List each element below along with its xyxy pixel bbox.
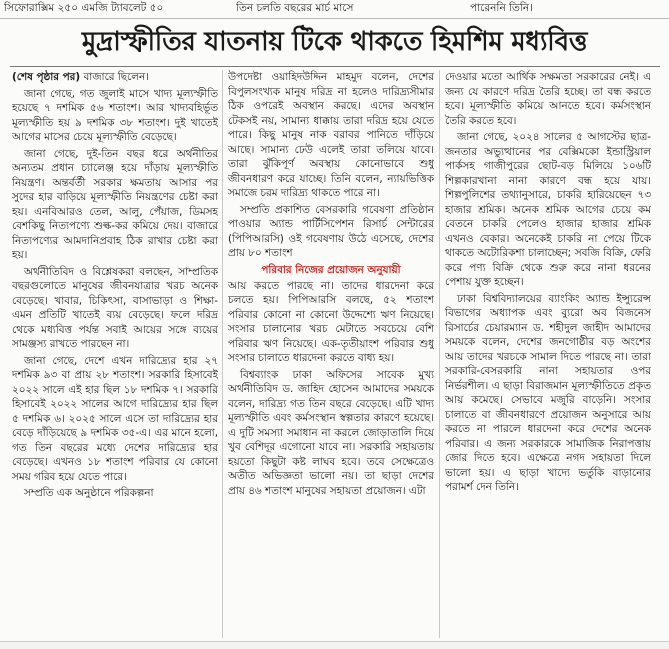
column-divider — [439, 70, 440, 638]
article-headline: মুদ্রাস্ফীতির যাতনায় টিকে থাকতে হিমশিম মধ্যবিত্ত — [81, 27, 588, 57]
article-column-3 — [445, 70, 651, 640]
paragraph: জানা গেছে, গত জুলাই মাসে খাদ্য মূল্যস্ফীতি হয়েছে ৭ দশমিক ৫৬ শতাংশ। আর খাদ্যবহির্ভূত মূল্যস্ফীতি হয় ৯ দশমিক ৩৮ শতাংশ। দুই খাতেই আগের মাসের চেয়ে মূল্যস্ফীতি বেড়েছে। — [12, 87, 218, 143]
paragraph: জানা গেছে, ২০২৪ সালের ৫ আগস্টের ছাত্র-জনতার অভ্যুত্থানের পর বেক্সিমকো ইন্ডাস্ট্রিয়াল পার্কসহ গাজীপুরের ছোট-বড় মিলিয়ে ১০৬টি শিল্পকারখানা নানা কারণে বন্ধ হয়ে যায়। শিল্পপুলিশের তথ্যানুসারে, চাকরি হারিয়েছেন ৭৩ হাজার শ্রমিক। অনেক শ্রমিক আগের চেয়ে কম বেতনে চাকরি পেলেও হাজার হাজার শ্রমিক এখনও বেকার। অনেকেই চাকরি না পেয়ে টিকে থাকতে অটোরিকশা চালাচ্ছেন; সবজি বিক্রি, ফেরি করে পণ্য বিক্রি থেকে শুরু করে নানা ধরনের পেশায় যুক্ত হচ্ছেন। — [445, 131, 651, 288]
paragraph: আয় করতে পারছে না। তাদের ধারদেনা করে চলতে হয়। পিপিআরসি বলছে, ৫২ শতাংশ পরিবার কোনো না কোনো উদ্দেশ্যে ঋণ নিয়েছে। সংসার চালানোর খরচ মেটাতে সবচেয়ে বেশি পরিবার ঋণ নিয়েছে। এক-তৃতীয়াংশ পরিবার শুধু সংসার চালাতে ধারদেনা করতে বাধ্য হয়। — [228, 279, 434, 364]
strip-text-middle: তিন চলতি বছরের মার্চ মাসে — [236, 2, 354, 14]
paragraph: দেওয়ার মতো আর্থিক সক্ষমতা সরকারের নেই। এ জন্য যে কারণে দরিদ্র তৈরি হচ্ছে। তা বন্ধ করতে হবে। মূল্যস্ফীতি কমিয়ে আনতে হবে। কর্মসংস্থান তৈরি করতে হবে। — [445, 71, 651, 127]
paragraph: জানা গেছে, দেশে এখন দারিদ্র্যের হার ২৭ দশমিক ৯৩ বা প্রায় ২৮ শতাংশ। সরকারি হিসাবেই ২০২২ সালে এই হার ছিল ১৮ দশমিক ৭। সরকারি হিসাবেই ২০২২ সালের আগে দারিদ্র্যের হার ছিল ৫ দশমিক ৬। ২০২৫ সালে এসে তা দারিদ্র্যের হার বেড়ে দাঁড়িয়েছে ৯ দশমিক ৩৫-এ। এর মানে হলো, গত তিন বছরের মধ্যে দেশের দারিদ্র্যের হার বেড়েছে। এখনও ১৮ শতাংশ পরিবার যে কোনো সময় গরিব হয়ে যেতে পারে। — [12, 354, 218, 483]
strip-text-right: পারেননি তিনি। — [470, 2, 533, 14]
continued-tag: (শেষ পৃষ্ঠার পর) — [12, 71, 81, 83]
paragraph-text: বাজারে ছিলেন। — [83, 71, 149, 83]
paragraph: জানা গেছে, দুই-তিন বছর ধরে অর্থনীতির অন্যতম প্রধান চ্যালেঞ্জ হয়ে দাঁড়ায় মূল্যস্ফীতি নিয়ন্ত্রণ। অন্তর্বর্তী সরকার ক্ষমতায় আসার পর সুদের হার বাড়িয়ে মূল্যস্ফীতি নিয়ন্ত্রণের চেষ্টা করা হয়। এনবিআরও তেল, আলু, পেঁয়াজ, ডিমসহ বেশকিছু নিত্যপণ্যে শুল্ক-কর কমিয়ে দেয়। বাজারে নিত্যপণ্যের আমদানিপ্রবাহ ঠিক রাখার চেষ্টা করা হয়। — [12, 147, 218, 261]
paragraph: সম্প্রতি এক অনুষ্ঠানে পরিকল্পনা — [24, 487, 154, 499]
column-divider — [222, 70, 223, 638]
previous-article-strip — [0, 0, 669, 19]
paragraph: সম্প্রতি প্রকাশিত বেসরকারি গবেষণা প্রতিষ্ঠান পাওয়ার অ্যান্ড পার্টিসিপেশন রিসার্চ সেন্টারের (পিপিআরসি) ওই গবেষণায় উঠে এসেছে, দেশের প্রায় ৮০ শতাংশ — [228, 203, 434, 259]
headline-divider — [10, 66, 660, 67]
paragraph: ঢাকা বিশ্ববিদ্যালয়ের ব্যাংকিং অ্যান্ড ইন্স্যুরেন্স বিভাগের অধ্যাপক এবং ব্যুরো অব বিজনেস রিসার্চের চেয়ারম্যান ড. শহীদুল জাহীদ আমাদের সময়কে বলেন, দেশের জনগোষ্ঠীর বড় অংশের আয় তাদের খরচকে সামাল দিতে পারছে না। তারা সরকারি-বেসরকারি নানা সহায়তার ওপর নির্ভরশীল। এ ছাড়া বিরাজমান মূল্যস্ফীতিতে প্রকৃত আয় কমেছে। সেভাবে মজুরি বাড়েনি। সংসার চালাতে বা জীবনধারণে প্রয়োজন অনুসারে আয় করতে না পারলে ধারদেনা করে দেশের অনেক পরিবার। এ জন্য সরকারকে সামাজিক নিরাপত্তায় জোর দিতে হবে। এক্ষেত্রে নগদ সহায়তা দিলে ভালো হয়। এ ছাড়া খাদ্যে ভর্তুকি বাড়ানোর পরামর্শ দেন তিনি। — [445, 292, 651, 493]
inline-ad-text: পরিবার নিজের প্রয়োজন অনুযায়ী — [261, 263, 401, 276]
paragraph — [12, 70, 218, 85]
article-column-1 — [12, 70, 218, 640]
paragraph: অর্থনীতিবিদ ও বিশ্লেষকরা বলছেন, সাম্প্রতিক বছরগুলোতে মানুষের জীবনযাত্রার খরচ অনেক বেড়েছে। খাবার, চিকিৎসা, বাসাভাড়া ও শিক্ষা-এমন প্রতিটি খাতেই ব্যয় বেড়েছে। ফলে দরিদ্র থেকে মধ্যবিত্ত পর্যন্ত সবাই আয়ের সঙ্গে ব্যয়ের সামঞ্জস্য রাখতে পারছেন না। — [12, 265, 218, 350]
strip-text-left: সিফোরাক্সিম ২৫০ এমজি ট্যাবলেট ৫০ — [4, 2, 164, 14]
paragraph: উপদেষ্টা ওয়াহিদউদ্দিন মাহমুদ বলেন, দেশের বিপুলসংখ্যক মানুষ দরিদ্র না হলেও দারিদ্র্যসীমার ঠিক ওপরেই অবস্থান করছে। এদের অবস্থান টেকসই নয়, সামান্য ধাক্কায় তারা দরিদ্র হয়ে যেতে পারে। কিছু মানুষ নাক বরাবর পানিতে দাঁড়িয়ে আছে। সামান্য ঢেউ এলেই তারা তলিয়ে যাবে। তারা ঝুঁকিপূর্ণ অবস্থায় কোনোভাবে শুধু জীবনধারণ করে যাচ্ছে। তিনি বলেন, ন্যায়ভিত্তিক সমাজে চরম দারিদ্র্য থাকতে পারে না। — [228, 71, 434, 199]
article-column-2 — [228, 70, 434, 640]
paragraph: বিশ্বব্যাংক ঢাকা অফিসের সাবেক মুখ্য অর্থনীতিবিদ ড. জাহিদ হোসেন আমাদের সময়কে বলেন, দারিদ্র্য গত তিন বছরে বেড়েছে। এটি খাদ্য মূল্যস্ফীতি এবং কর্মসংস্থান স্বল্পতার কারণে হয়েছে। এ দুটি সমস্যা সমাধান না করলে জোড়াতালি দিয়ে খুব বেশিদূর এগোনো যাবে না। সরকারি সহায়তায় হয়তো কিছুটা কষ্ট লাঘব হবে। তবে সেক্ষেত্রেও অতীত অভিজ্ঞতা ভালো নয়। তা ছাড়া দেশের প্রায় ৪৬ শতাংশ মানুষের সহায়তা প্রয়োজন। এটা — [228, 368, 434, 497]
